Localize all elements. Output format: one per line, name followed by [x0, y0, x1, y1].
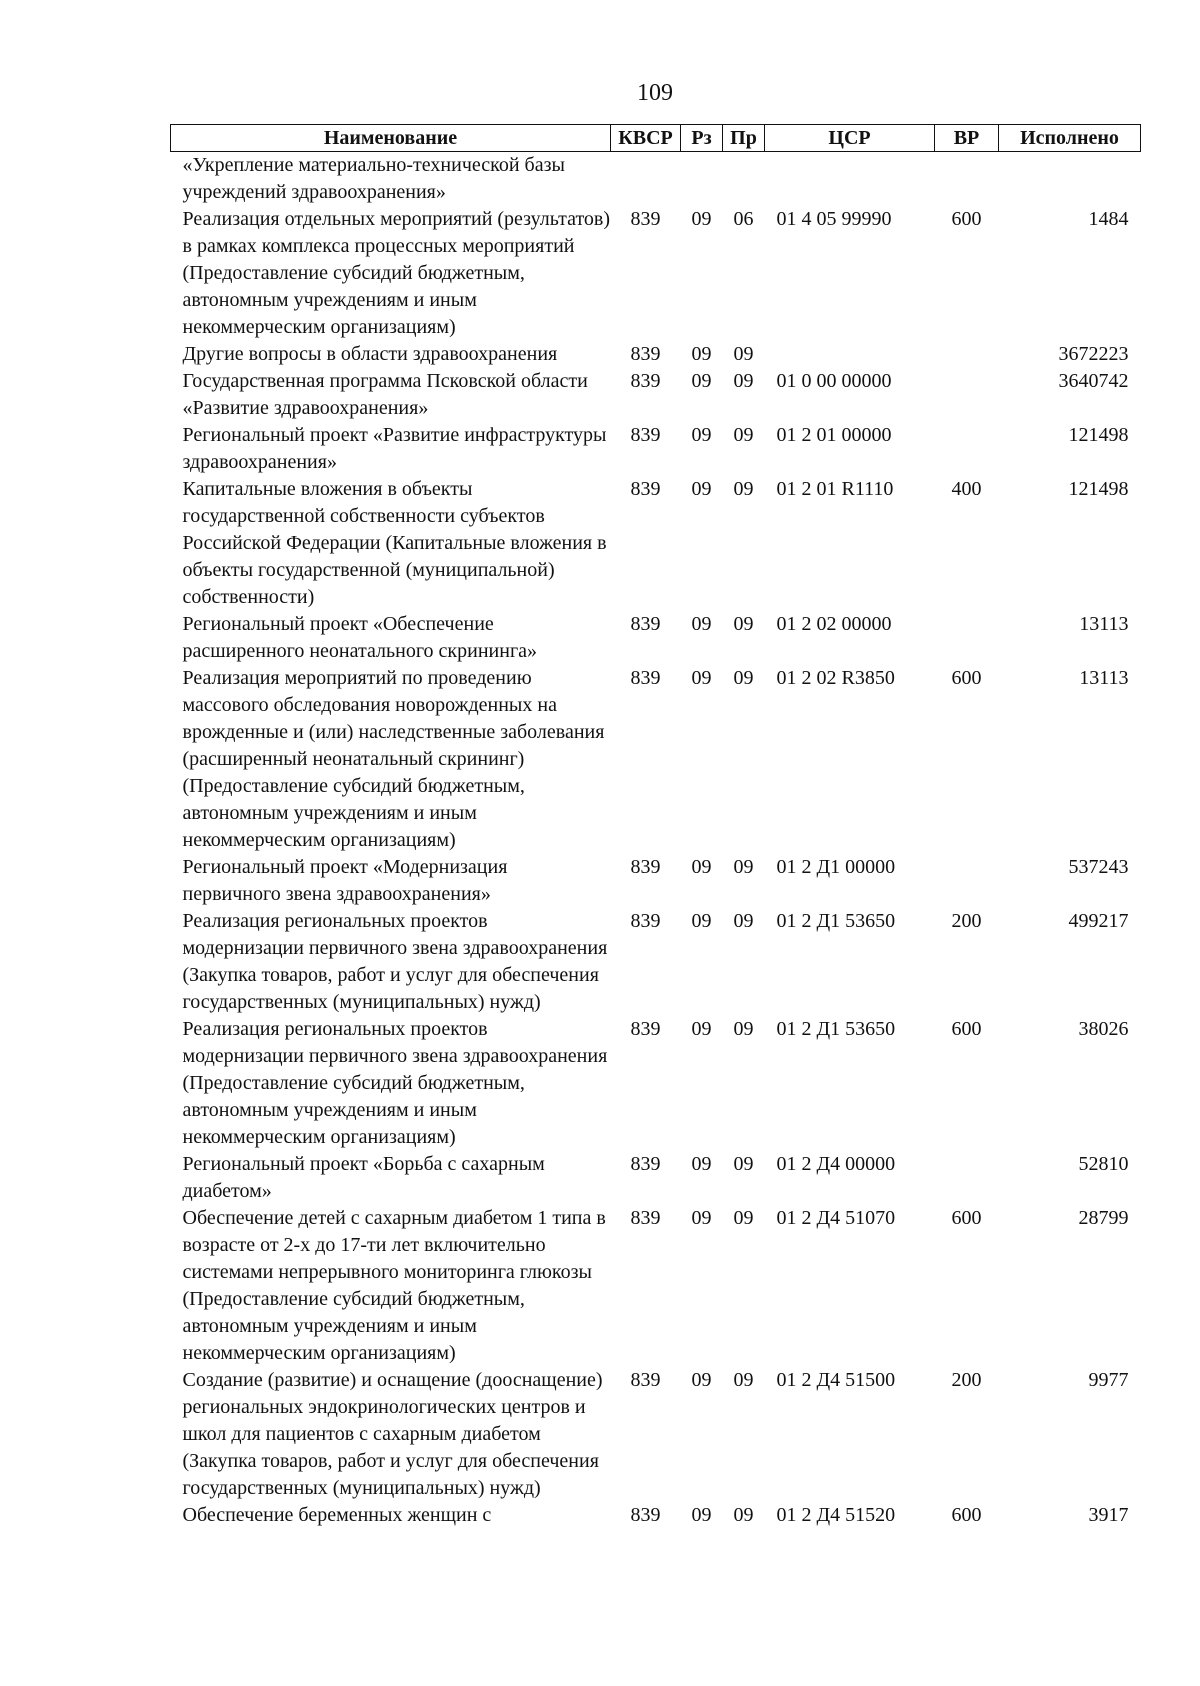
- row-pr: 09: [733, 1207, 754, 1229]
- row-name: Создание (развитие) и оснащение (дооснащение) региональных эндокринологических центров и школ для пациентов с сахарным диабетом (Закупка товаров, работ и услуг для обеспечения государственных (муниципальных) нужд): [182, 1369, 603, 1499]
- row-amount: 13113: [1079, 667, 1129, 689]
- header-rz: Рз: [681, 125, 723, 152]
- row-amount: 1484: [1088, 208, 1129, 230]
- row-csr: 01 4 05 99990: [776, 208, 892, 230]
- row-rz: 09: [691, 478, 712, 500]
- row-amount: 13113: [1079, 613, 1129, 635]
- row-kvsr: 839: [630, 1153, 661, 1175]
- row-name: Региональный проект «Обеспечение расширенного неонатального скрининга»: [182, 613, 538, 662]
- row-kvsr: 839: [630, 478, 661, 500]
- row-vr: 600: [951, 208, 982, 230]
- row-amount: 52810: [1078, 1153, 1129, 1175]
- row-vr: 400: [951, 478, 982, 500]
- row-csr: 01 2 Д4 00000: [776, 1153, 896, 1175]
- row-rz: 09: [691, 370, 712, 392]
- row-amount: 3640742: [1058, 370, 1129, 392]
- header-csr: ЦСР: [765, 125, 935, 152]
- row-name: Реализация региональных проектов модернизации первичного звена здравоохранения (Предоставление субсидий бюджетным, автономным учреждениям и иным некоммерческим организациям): [182, 1018, 608, 1148]
- row-amount: [999, 152, 1141, 207]
- row-name: Другие вопросы в области здравоохранения: [182, 343, 558, 365]
- row-rz: 09: [691, 1207, 712, 1229]
- row-name: Региональный проект «Борьба с сахарным диабетом»: [182, 1153, 545, 1202]
- row-vr: [935, 1151, 999, 1205]
- table-row: [171, 1151, 1141, 1205]
- row-vr: [935, 854, 999, 908]
- table-row: [171, 665, 1141, 854]
- row-vr: [935, 152, 999, 207]
- row-vr: 200: [951, 910, 982, 932]
- row-csr: 01 2 01 R1110: [776, 478, 894, 500]
- header-kvsr: КВСР: [611, 125, 681, 152]
- row-rz: 09: [691, 856, 712, 878]
- row-pr: 09: [733, 343, 754, 365]
- row-pr: 09: [733, 1369, 754, 1391]
- row-csr: 01 2 01 00000: [776, 424, 892, 446]
- row-rz: 09: [691, 1153, 712, 1175]
- row-amount: 121498: [1068, 424, 1129, 446]
- table-row: [171, 206, 1141, 341]
- row-vr: [935, 368, 999, 422]
- row-pr: 06: [733, 208, 754, 230]
- row-rz: 09: [691, 208, 712, 230]
- table-row: [171, 341, 1141, 368]
- table-row: [171, 611, 1141, 665]
- page-number: 109: [637, 80, 673, 106]
- row-csr: 01 2 Д1 00000: [776, 856, 896, 878]
- row-csr: 01 2 Д4 51070: [776, 1207, 896, 1229]
- table-body: [171, 152, 1141, 1530]
- row-pr: 09: [733, 613, 754, 635]
- row-name: Обеспечение детей с сахарным диабетом 1 типа в возрасте от 2-х до 17-ти лет включительно системами непрерывного мониторинга глюкозы (Предоставление субсидий бюджетным, автономным учреждениям и иным некоммерческим организациям): [182, 1207, 606, 1364]
- row-csr: 01 2 Д1 53650: [776, 910, 896, 932]
- row-amount: 9977: [1088, 1369, 1129, 1391]
- row-rz: 09: [691, 1504, 712, 1526]
- table-row: [171, 1205, 1141, 1367]
- row-csr: 01 0 00 00000: [776, 370, 892, 392]
- header-vr: ВР: [935, 125, 999, 152]
- table-row: [171, 854, 1141, 908]
- row-csr: [765, 152, 935, 207]
- row-rz: 09: [691, 1018, 712, 1040]
- row-amount: 3917: [1088, 1504, 1129, 1526]
- row-amount: 121498: [1068, 478, 1129, 500]
- row-csr: [765, 341, 935, 368]
- row-kvsr: 839: [630, 343, 661, 365]
- row-name: Обеспечение беременных женщин с: [182, 1504, 492, 1526]
- row-amount: 28799: [1078, 1207, 1129, 1229]
- table-row: [171, 476, 1141, 611]
- row-vr: [935, 611, 999, 665]
- row-kvsr: 839: [630, 613, 661, 635]
- row-pr: [723, 152, 765, 207]
- table-row: [171, 1016, 1141, 1151]
- row-csr: 01 2 Д4 51500: [776, 1369, 896, 1391]
- row-name: Капитальные вложения в объекты государственной собственности субъектов Российской Федерации (Капитальные вложения в объекты государственной (муниципальной) собственности): [182, 478, 607, 608]
- table-row: [171, 422, 1141, 476]
- row-pr: 09: [733, 910, 754, 932]
- row-name: Государственная программа Псковской области «Развитие здравоохранения»: [182, 370, 588, 419]
- row-rz: 09: [691, 667, 712, 689]
- row-vr: 600: [951, 1504, 982, 1526]
- row-pr: 09: [733, 478, 754, 500]
- row-pr: 09: [733, 1153, 754, 1175]
- row-vr: 600: [951, 667, 982, 689]
- row-kvsr: 839: [630, 1018, 661, 1040]
- row-kvsr: 839: [630, 370, 661, 392]
- table-row: [171, 1367, 1141, 1502]
- row-kvsr: 839: [630, 910, 661, 932]
- header-row: [171, 125, 1141, 152]
- row-rz: [681, 152, 723, 207]
- row-kvsr: 839: [630, 667, 661, 689]
- row-kvsr: 839: [630, 1207, 661, 1229]
- budget-table: [170, 124, 1141, 1529]
- row-amount: 3672223: [1058, 343, 1129, 365]
- row-vr: [935, 341, 999, 368]
- row-pr: 09: [733, 1018, 754, 1040]
- row-csr: 01 2 Д4 51520: [776, 1504, 896, 1526]
- row-kvsr: 839: [630, 1504, 661, 1526]
- row-csr: 01 2 Д1 53650: [776, 1018, 896, 1040]
- row-name: «Укрепление материально-технической базы учреждений здравоохранения»: [182, 154, 565, 203]
- row-name: Региональный проект «Развитие инфраструктуры здравоохранения»: [182, 424, 607, 473]
- row-kvsr: [611, 152, 681, 207]
- row-pr: 09: [733, 667, 754, 689]
- row-vr: 600: [951, 1207, 982, 1229]
- row-rz: 09: [691, 424, 712, 446]
- row-csr: 01 2 02 00000: [776, 613, 892, 635]
- row-amount: 499217: [1068, 910, 1129, 932]
- row-amount: 537243: [1068, 856, 1129, 878]
- row-rz: 09: [691, 613, 712, 635]
- table-row: [171, 368, 1141, 422]
- table-row: [171, 1502, 1141, 1529]
- row-amount: 38026: [1078, 1018, 1129, 1040]
- row-name: Реализация отдельных мероприятий (результатов) в рамках комплекса процессных мероприятий (Предоставление субсидий бюджетным, автономным учреждениям и иным некоммерческим организациям): [182, 208, 611, 338]
- header-name: Наименование: [171, 125, 611, 152]
- table-header: [171, 125, 1141, 152]
- row-name: Реализация региональных проектов модернизации первичного звена здравоохранения (Закупка товаров, работ и услуг для обеспечения государственных (муниципальных) нужд): [182, 910, 608, 1013]
- header-amount: Исполнено: [999, 125, 1141, 152]
- row-pr: 09: [733, 424, 754, 446]
- row-rz: 09: [691, 910, 712, 932]
- row-pr: 09: [733, 856, 754, 878]
- row-rz: 09: [691, 1369, 712, 1391]
- row-pr: 09: [733, 370, 754, 392]
- row-vr: 600: [951, 1018, 982, 1040]
- row-kvsr: 839: [630, 1369, 661, 1391]
- row-kvsr: 839: [630, 208, 661, 230]
- row-pr: 09: [733, 1504, 754, 1526]
- row-name: Региональный проект «Модернизация первичного звена здравоохранения»: [182, 856, 508, 905]
- row-name: Реализация мероприятий по проведению массового обследования новорожденных на врожденные и (или) наследственные заболевания (расширенный неонатальный скрининг) (Предоставление субсидий бюджетным, автономным учреждениям и иным некоммерческим организациям): [182, 667, 605, 851]
- row-vr: 200: [951, 1369, 982, 1391]
- table-row: [171, 152, 1141, 207]
- header-pr: Пр: [723, 125, 765, 152]
- table-row: [171, 908, 1141, 1016]
- row-kvsr: 839: [630, 424, 661, 446]
- row-rz: 09: [691, 343, 712, 365]
- row-csr: 01 2 02 R3850: [776, 667, 895, 689]
- row-vr: [935, 422, 999, 476]
- row-kvsr: 839: [630, 856, 661, 878]
